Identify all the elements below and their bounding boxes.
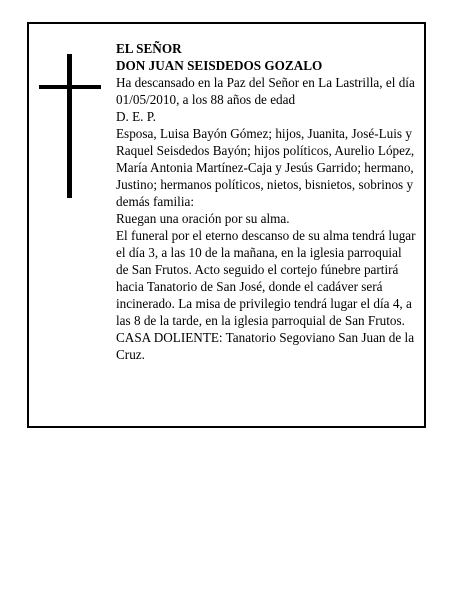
cross-vertical-bar (67, 54, 72, 198)
prayer-request: Ruegan una oración por su alma. (116, 211, 290, 226)
rip-line: D. E. P. (116, 109, 156, 124)
deceased-name: DON JUAN SEISDEDOS GOZALO (116, 58, 323, 73)
obituary-text (116, 40, 416, 363)
family-list: Esposa, Luisa Bayón Gómez; hijos, Juanita, José-Luis y Raquel Seisdedos Bayón; hijos políticos, Aurelio López, María Antonia Martínez-Caja y Jesús Garrido; hermano, Justino; hermanos políticos, nietos, bisnietos, sobrinos y demás familia: (116, 126, 415, 209)
obituary-heading: EL SEÑOR (116, 41, 182, 56)
mourning-house: CASA DOLIENTE: Tanatorio Segoviano San Juan de la Cruz. (116, 330, 415, 362)
death-statement: Ha descansado en la Paz del Señor en La Lastrilla, el día 01/05/2010, a los 88 años de edad (116, 75, 415, 107)
cross-icon (39, 54, 101, 198)
funeral-details: El funeral por el eterno descanso de su alma tendrá lugar el día 3, a las 10 de la mañana, en la iglesia parroquial de San Frutos. Acto seguido el cortejo fúnebre partirá hacia Tanatorio de San José, donde el cadáver será incinerado. La misa de privilegio tendrá lugar el día 4, a las 8 de la tarde, en la iglesia parroquial de San Frutos. (116, 228, 416, 328)
cross-horizontal-bar (39, 85, 101, 89)
obituary-notice (27, 22, 426, 428)
